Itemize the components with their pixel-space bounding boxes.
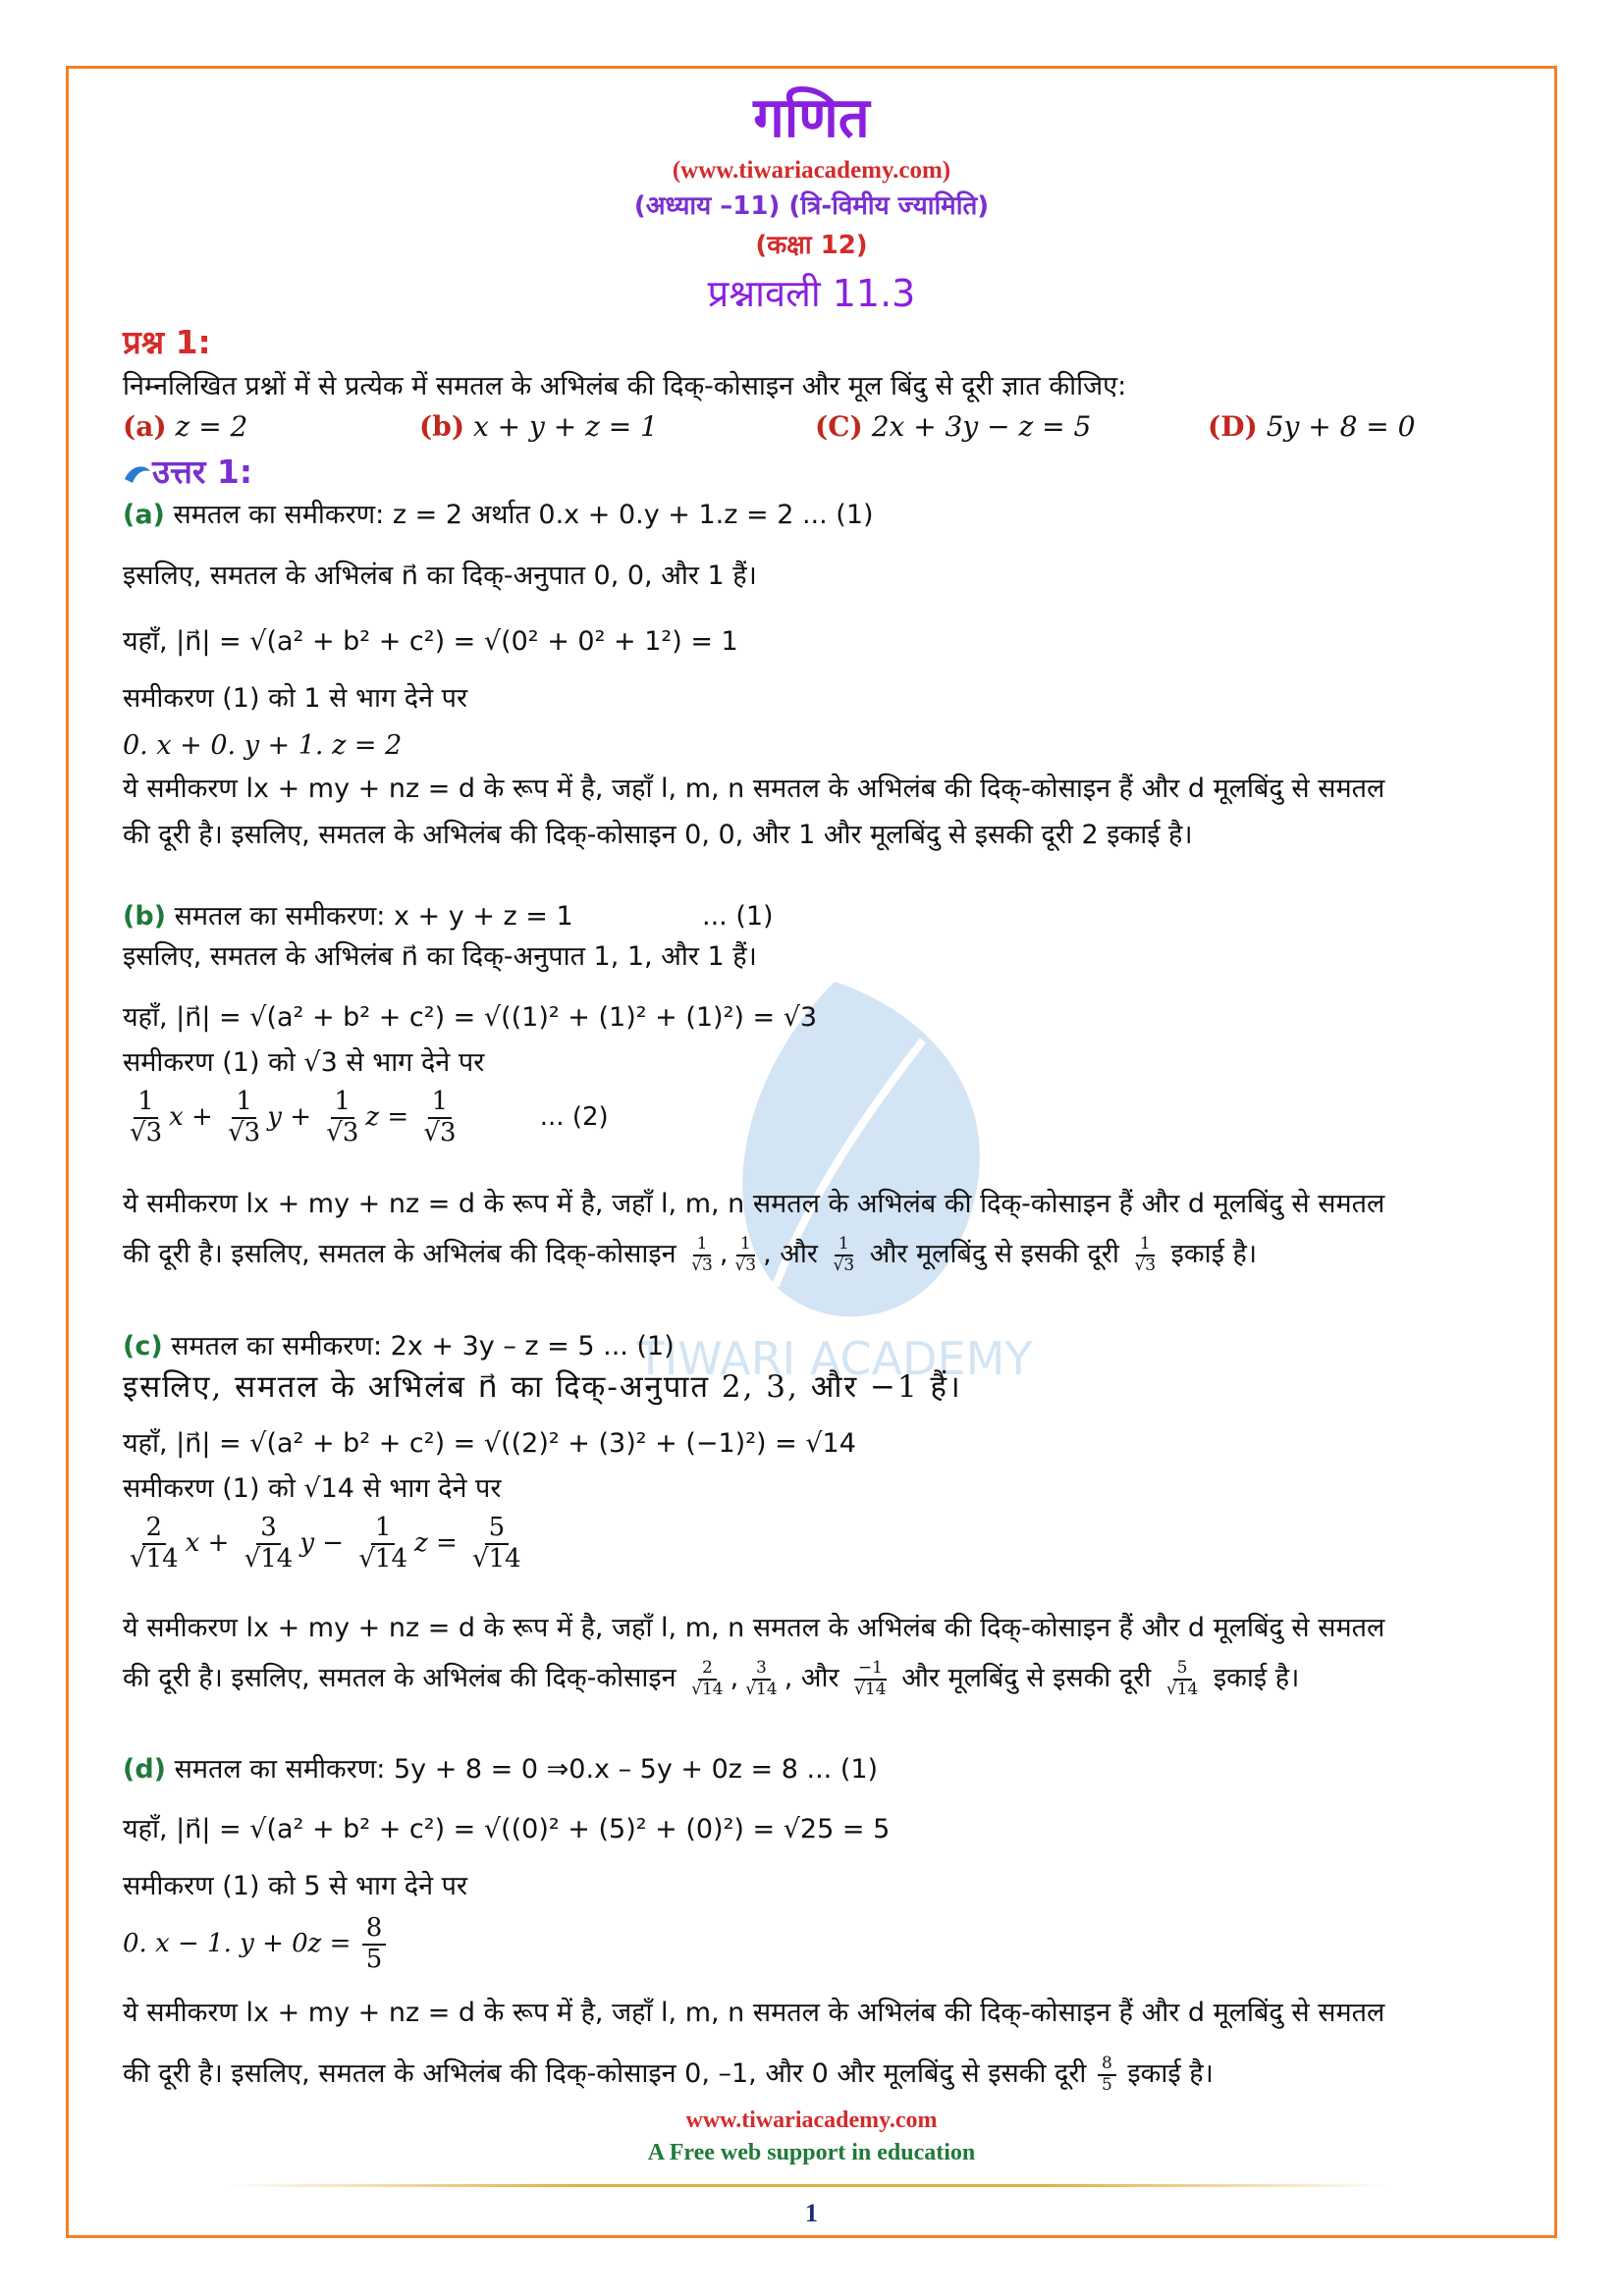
exercise-title: प्रश्नावली 11.3 — [707, 272, 916, 315]
part-c-line-3: यहाँ, |n⃗| = √(a² + b² + c²) = √((2)² + (3)² + (−1)²) = √14 — [123, 1428, 856, 1459]
part-d-line-6: ये समीकरण lx + my + nz = d के रूप में है, जहाँ l, m, n समतल के अभिलंब की दिक्-कोसाइन हैं और d मूलबिंदु से समतल — [123, 1998, 1385, 2028]
option-a-expr: z = 2 — [175, 410, 248, 443]
part-b-line-3: यहाँ, |n⃗| = √(a² + b² + c²) = √((1)² + (1)² + (1)²) = √3 — [123, 1002, 818, 1033]
option-d-label: (D) — [1208, 410, 1258, 443]
part-a-line-5: 0. x + 0. y + 1. z = 2 — [123, 730, 403, 761]
option-c-expr: 2x + 3y − z = 5 — [871, 410, 1092, 443]
part-d-line-7: की दूरी है। इसलिए, समतल के अभिलंब की दिक्-कोसाइन 0, –1, और 0 और मूलबिंदु से इसकी दूरी $\frac{8}{5}$ इकाई है। — [123, 2054, 1214, 2095]
part-a-line-3: यहाँ, |n⃗| = √(a² + b² + c²) = √(0² + 0² + 1²) = 1 — [123, 626, 738, 657]
part-a-line-2: इसलिए, समतल के अभिलंब n⃗ का दिक्-अनुपात 0, 0, और 1 हैं। — [123, 561, 757, 591]
part-a-line-1: (a) समतल का समीकरण: z = 2 अर्थात 0.x + 0.y + 1.z = 2 ... (1) — [123, 500, 874, 530]
part-c-line-1: (c) समतल का समीकरण: 2x + 3y – z = 5 ... (1) — [123, 1331, 675, 1362]
answer-label: उत्तर 1: — [123, 452, 252, 492]
part-c-line-7: की दूरी है। इसलिए, समतल के अभिलंब की दिक्-कोसाइन $\frac{2}{√14}$ , $\frac{3}{√14}$ , और $\frac{-1}{√14}$ और मूलबिंदु से इसकी दूरी $\frac{5}{√14}$ इकाई है। — [123, 1658, 1300, 1699]
class-label: (कक्षा 12) — [755, 231, 868, 260]
part-d-line-3: यहाँ, |n⃗| = √(a² + b² + c²) = √((0)² + (5)² + (0)²) = √25 = 5 — [123, 1814, 891, 1844]
part-c-equation: $\frac{2}{√14}$ x + $\frac{3}{√14}$ y − $\frac{1}{√14}$ z = $\frac{5}{√14}$ — [130, 1513, 521, 1574]
question-label: प्रश्न 1: — [123, 323, 211, 361]
answer-bird-icon — [123, 461, 152, 487]
part-b-line-6: ये समीकरण lx + my + nz = d के रूप में है, जहाँ l, m, n समतल के अभिलंब की दिक्-कोसाइन हैं और d मूलबिंदु से समतल — [123, 1189, 1385, 1219]
part-b-line-7: की दूरी है। इसलिए, समतल के अभिलंब की दिक्-कोसाइन $\frac{1}{√3}$ , $\frac{1}{√3}$ , और $\frac{1}{√3}$ और मूलबिंदु से इसकी दूरी $\frac{1}{√3}$ इकाई है। — [123, 1234, 1258, 1275]
footer-divider — [226, 2184, 1394, 2187]
page-number: 1 — [805, 2199, 818, 2227]
footer-tagline: A Free web support in education — [647, 2140, 976, 2165]
option-a-label: (a) — [123, 410, 167, 443]
option-c-label: (C) — [815, 410, 863, 443]
watermark-text: TIWARI ACADEMY — [636, 1332, 1033, 1385]
part-b-line-1: (b) समतल का समीकरण: x + y + z = 1 ... (1) — [123, 901, 774, 932]
part-b-line-4: समीकरण (1) को √3 से भाग देने पर — [123, 1047, 485, 1078]
part-a-line-6: ये समीकरण lx + my + nz = d के रूप में है, जहाँ l, m, n समतल के अभिलंब की दिक्-कोसाइन हैं और d मूलबिंदु से समतल — [123, 774, 1385, 804]
part-a-line-7: की दूरी है। इसलिए, समतल के अभिलंब की दिक्-कोसाइन 0, 0, और 1 और मूलबिंदु से इसकी दूरी 2 इकाई है। — [123, 820, 1193, 850]
option-b-expr: x + y + z = 1 — [472, 410, 658, 443]
part-d-line-4: समीकरण (1) को 5 से भाग देने पर — [123, 1871, 468, 1901]
part-d-line-1: (d) समतल का समीकरण: 5y + 8 = 0 ⇒0.x – 5y + 0z = 8 ... (1) — [123, 1754, 879, 1785]
part-c-line-6: ये समीकरण lx + my + nz = d के रूप में है, जहाँ l, m, n समतल के अभिलंब की दिक्-कोसाइन हैं और d मूलबिंदु से समतल — [123, 1613, 1385, 1643]
page-title: गणित — [753, 86, 870, 150]
part-c-line-4: समीकरण (1) को √14 से भाग देने पर — [123, 1473, 502, 1504]
question-text: निम्नलिखित प्रश्नों में से प्रत्येक में समतल के अभिलंब की दिक्-कोसाइन और मूल बिंदु से दूरी ज्ञात कीजिए: — [123, 371, 1127, 401]
part-d-equation: 0. x − 1. y + 0z = $\frac{8}{5}$ — [123, 1914, 389, 1975]
option-d-expr: 5y + 8 = 0 — [1266, 410, 1416, 443]
part-b-equation: $\frac{1}{√3}$ x + $\frac{1}{√3}$ y + $\frac{1}{√3}$ z = $\frac{1}{√3}$ ... (2) — [130, 1087, 609, 1148]
footer-website: www.tiwariacademy.com — [685, 2108, 938, 2133]
chapter-title: (अध्याय –11) (त्रि-विमीय ज्यामिति) — [633, 191, 990, 221]
header-website: (www.tiwariacademy.com) — [672, 157, 951, 184]
part-a-line-4: समीकरण (1) को 1 से भाग देने पर — [123, 683, 468, 714]
part-c-line-2: इसलिए, समतल के अभिलंब n⃗ का दिक्-अनुपात 2, 3, और −1 हैं। — [123, 1369, 962, 1405]
part-b-line-2: इसलिए, समतल के अभिलंब n⃗ का दिक्-अनुपात 1, 1, और 1 हैं। — [123, 941, 757, 972]
option-b-label: (b) — [419, 410, 465, 443]
